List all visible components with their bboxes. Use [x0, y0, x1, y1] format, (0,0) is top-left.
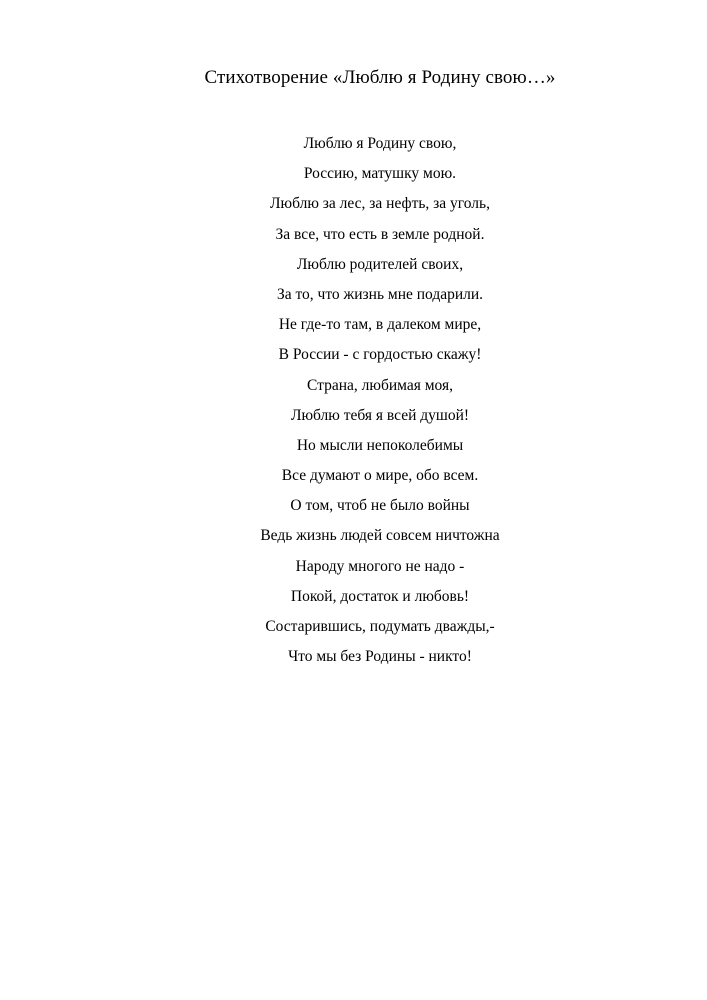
poem-line: Состарившись, подумать дважды,-: [265, 618, 495, 635]
poem-line: Россию, матушку мою.: [303, 165, 457, 183]
poem-line: За то, что жизнь мне подарили.: [276, 285, 484, 303]
poem-line: Люблю родителей своих,: [296, 255, 464, 273]
poem-line: Люблю за лес, за нефть, за уголь,: [270, 195, 490, 213]
poem-line: Что мы без Родины - никто!: [288, 648, 472, 666]
poem-line: За все, что есть в земле родной.: [275, 225, 485, 243]
poem-line: В России - с гордостью скажу!: [278, 346, 482, 364]
poem-line: Люблю тебя я всей душой!: [290, 406, 470, 424]
poem-line: Люблю я Родину свою,: [303, 135, 457, 152]
poem-line: Страна, любимая моя,: [306, 376, 453, 394]
poem-line: Народу многого не надо -: [295, 557, 465, 575]
poem-line: Не где-то там, в далеком мире,: [278, 316, 482, 334]
poem-line: Покой, достаток и любовь!: [290, 587, 470, 605]
poem-line: Но мысли непоколебимы: [296, 436, 464, 454]
poem-line: Все думают о мире, обо всем.: [281, 467, 479, 485]
poem-title: Стихотворение «Люблю я Родину свою…»: [204, 67, 556, 88]
poem-line: Ведь жизнь людей совсем ничтожна: [260, 527, 500, 545]
poem-body: [0, 132, 707, 675]
poem-line: О том, чтоб не было войны: [290, 497, 470, 515]
